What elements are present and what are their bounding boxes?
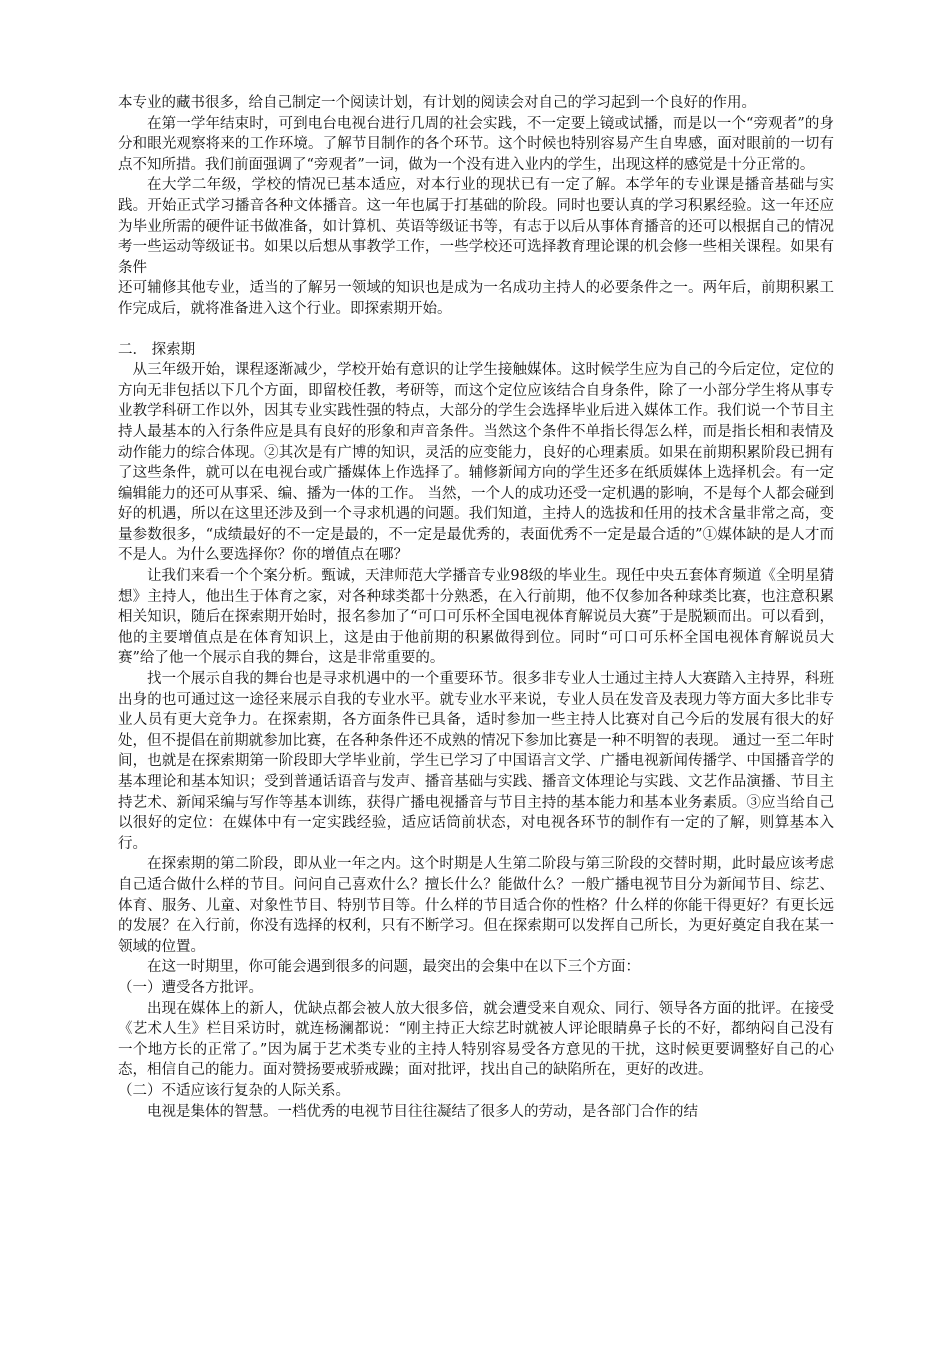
paragraph: 还可辅修其他专业，适当的了解另一领域的知识也是成为一名成功主持人的必要条件之一。两年后，前期积累工作完成后，就将准备进入这个行业。即探索期开始。	[118, 280, 834, 317]
paragraph: 从三年级开始，课程逐渐减少，学校开始有意识的让学生接触媒体。这时候学生应为自己的今后定位，定位的方向无非包括以下几个方面，即留校任教，考研等，而这个定位应该结合自身条件，除了一小部分学生将从事专业教学科研工作以外，因其专业实践性强的特点，大部分的学生会选择毕业后进入媒体工作。我们说一个节目主持人最基本的入行条件应是具有良好的形象和声音条件。当然这个条件不单指长得怎么样，而是指长相和表情及动作能力的综合体现。②其次是有广博的知识，灵活的应变能力，良好的心理素质。如果在前期积累阶段已拥有了这些条件，就可以在电视台或广播媒体上作选择了。辅修新闻方向的学生还多在纸质媒体上选择机会。有一定编辑能力的还可从事采、编、播为一体的工作。 当然，一个人的成功还受一定机遇的影响，不是每个人都会碰到好的机遇，所以在这里还涉及到一个寻求机遇的问题。我们知道，主持人的选拔和任用的技术含量非常之高，变量参数很多，“成绩最好的不一定是最的，不一定是最优秀的，表面优秀不一定是最合适的”①媒体缺的是人才而不是人。为什么要选择你？你的增值点在哪？	[118, 362, 834, 564]
document-body	[118, 93, 834, 1122]
paragraph: 在这一时期里，你可能会遇到很多的问题，最突出的会集中在以下三个方面：	[147, 959, 640, 976]
paragraph: 电视是集体的智慧。一档优秀的电视节目往往凝结了很多人的劳动，是各部门合作的结	[147, 1103, 698, 1120]
paragraph: 出现在媒体上的新人，优缺点都会被人放大很多倍，就会遭受来自观众、同行、领导各方面的批评。在接受《艺术人生》栏目采访时，就连杨澜都说：“刚主持正大综艺时就被人评论眼睛鼻子长的不好，都纳闷自己没有一个地方长的正常了。”因为属于艺术类专业的主持人特别容易受各方意见的干扰，这时候更要调整好自己的心态，相信自己的能力。面对赞扬要戒骄戒躁；面对批评，找出自己的缺陷所在，更好的改进。	[118, 1000, 834, 1079]
paragraph: 在大学二年级，学校的情况已基本适应，对本行业的现状已有一定了解。本学年的专业课是播音基础与实践。开始正式学习播音各种文体播音。这一年也属于打基础的阶段。同时也要认真的学习积累经验。这一年还应为毕业所需的硬件证书做准备，如计算机、英语等级证书等，有志于以后从事体育播音的还可以根据自己的情况考一些运动等级证书。如果以后想从事教学工作，一些学校还可选择教育理论课的机会修一些相关课程。如果有条件	[118, 177, 834, 276]
subheading: （一）遭受各方批评。	[118, 979, 263, 996]
paragraph: 本专业的藏书很多，给自己制定一个阅读计划，有计划的阅读会对自己的学习起到一个良好的作用。	[118, 95, 756, 111]
paragraph: 让我们来看一个个案分析。甄诚，天津师范大学播音专业98级的毕业生。现任中央五套体育频道《全明星猜想》主持人，他出生于体育之家，对各种球类都十分熟悉，在入行前期，他不仅参加各种球类比赛，也注意积累相关知识，随后在探索期开始时，报名参加了“可口可乐杯全国电视体育解说员大赛”于是脱颖而出。可以看到，他的主要增值点是在体育知识上，这是由于他前期的积累做得到位。同时“可口可乐杯全国电视体育解说员大赛”给了他一个展示自我的舞台，这是非常重要的。	[118, 568, 834, 667]
paragraph: 找一个展示自我的舞台也是寻求机遇中的一个重要环节。很多非专业人士通过主持人大赛踏入主持界，科班出身的也可通过这一途径来展示自我的专业水平。就专业水平来说，专业人员在发音及表现力等方面大多比非专业人员有更大竞争力。在探索期，各方面条件已具备，适时参加一些主持人比赛对自己今后的发展有很大的好处，但不提倡在前期就参加比赛，在各种条件还不成熟的情况下参加比赛是一种不明智的表现。 通过一至二年时间，也就是在探索期第一阶段即大学毕业前，学生已学习了中国语言文学、广播电视新闻传播学、中国播音学的基本理论和基本知识；受到普通话语音与发声、播音基础与实践、播音文体理论与实践、文艺作品演播、节目主持艺术、新闻采编与写作等基本训练，获得广播电视播音与节目主持的基本能力和基本业务素质。③应当给自己以很好的定位：在媒体中有一定实践经验，适应话筒前状态，对电视各环节的制作有一定的了解，则算基本入行。	[118, 671, 834, 852]
section-heading: 二． 探索期	[118, 341, 196, 358]
subheading: （二）不适应该行复杂的人际关系。	[118, 1082, 350, 1099]
paragraph: 在探索期的第二阶段，即从业一年之内。这个时期是人生第二阶段与第三阶段的交替时期，此时最应该考虑自己适合做什么样的节目。问问自己喜欢什么？擅长什么？能做什么？一般广播电视节目分为新闻节目、综艺、体育、服务、儿童、对象性节目、特别节目等。什么样的节目适合你的性格？什么样的你能干得更好？有更长远的发展？在入行前，你没有选择的权利，只有不断学习。但在探索期可以发挥自己所长，为更好奠定自我在某一领域的位置。	[118, 856, 834, 955]
blank-line	[118, 320, 834, 340]
paragraph: 在第一学年结束时，可到电台电视台进行几周的社会实践，不一定要上镜或试播，而是以一个“旁观者”的身分和眼光观察将来的工作环境。了解节目制作的各个环节。这个时候也特别容易产生自卑感，面对眼前的一切有点不知所措。我们前面强调了“旁观者”一词，做为一个没有进入业内的学生，出现这样的感觉是十分正常的。	[118, 115, 834, 173]
